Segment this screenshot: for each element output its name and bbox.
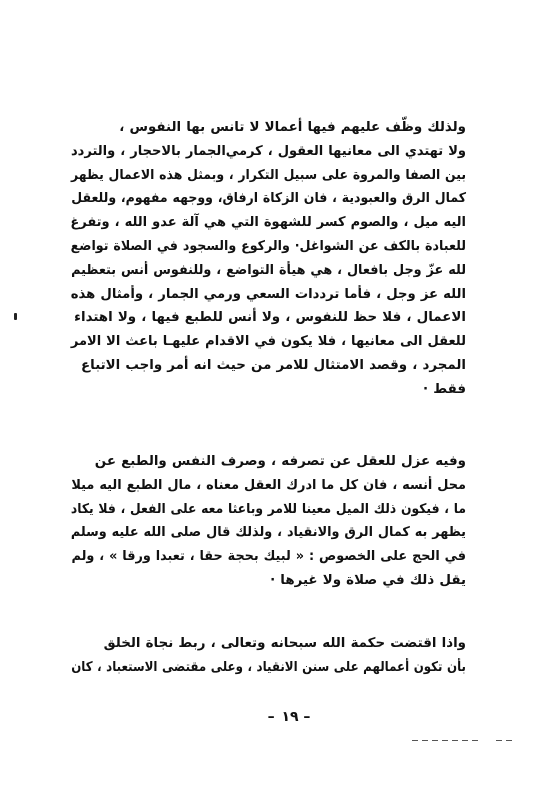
text-line: اليه ميل ، والصوم كسر للشهوة التي هي آلة عدو الله ، وتفرغ (70, 215, 466, 231)
text-line: يقل ذلك في صلاة ولا غيرها · (270, 572, 466, 588)
text-line: كمال الرق والعبودية ، فان الزكاة ارفاق، ووجهه مفهوم، وللعقل (71, 191, 466, 207)
page-number-dash-right: – (303, 709, 313, 725)
page-number (240, 707, 340, 727)
text-line: محل أنسه ، فان كل ما ادرك العقل معناه ، مال الطبع اليه ميلا (71, 477, 466, 493)
paragraph-1 (71, 116, 466, 402)
text-line: للعقل الى معانيها ، فلا يكون في الاقدام عليهـا باعث الا الامر (70, 334, 466, 350)
text-line: بأن تكون أعمالهم على سنن الانقياد ، وعلى مقتضى الاستعباد ، كان (71, 659, 466, 675)
page-number-value: ١٩ (281, 709, 299, 725)
text-line: للعبادة بالكف عن الشواغل· والركوع والسجود في الصلاة تواضع (70, 238, 466, 254)
text-line: يظهر به كمال الرق والانقياد ، ولذلك قال صلى الله عليه وسلم (70, 525, 466, 541)
text-line: لله عزّ وجل بافعال ، هي هيأة التواضع ، وللنفوس أنس بتعظيم (71, 262, 466, 278)
margin-mark (14, 313, 17, 320)
text-line: فقط · (423, 381, 466, 397)
text-line: ولا تهتدي الى معانيها العقول ، كرمي‌الجمار بالاحجار ، والتردد (70, 143, 467, 159)
text-line: ما ، فيكون ذلك الميل معينا للامر وباعثا معه على الفعل ، فلا يكاد (70, 501, 466, 517)
page-number-dash-left: – (267, 709, 277, 725)
text-line: بين الصفا والمروة على سبيل التكرار ، وبمثل هذه الاعمال يظهر (71, 167, 466, 183)
text-line: المجرد ، وقصد الامتثال للامر من حيث انه أمر واجب الاتباع (81, 357, 466, 373)
text-line: وفيه عزل للعقل عن تصرفه ، وصرف النفس والطبع عن (94, 454, 466, 469)
text-line: واذا اقتضت حكمة الله سبحانه وتعالى ، ربط نجاة الخلق (103, 636, 466, 651)
text-line: الاعمال ، فلا حظ للنفوس ، ولا أنس للطبع فيها ، ولا اهتداء (74, 310, 466, 326)
text-line: في الحج على الخصوص : « لبيك بحجة حقا ، تعبدا ورقا » ، ولم (71, 549, 466, 565)
text-line: الله عز وجل ، فأما ترددات السعي ورمي الجمار ، وأمثال هذه (70, 286, 467, 302)
bottom-rule (496, 740, 514, 741)
paragraph-3 (71, 632, 466, 680)
text-line: ولذلك وظّف عليهم فيها أعمالا لا تانس بها النفوس ، (119, 120, 466, 135)
paragraph-2 (71, 450, 466, 593)
bottom-rule (412, 740, 482, 741)
